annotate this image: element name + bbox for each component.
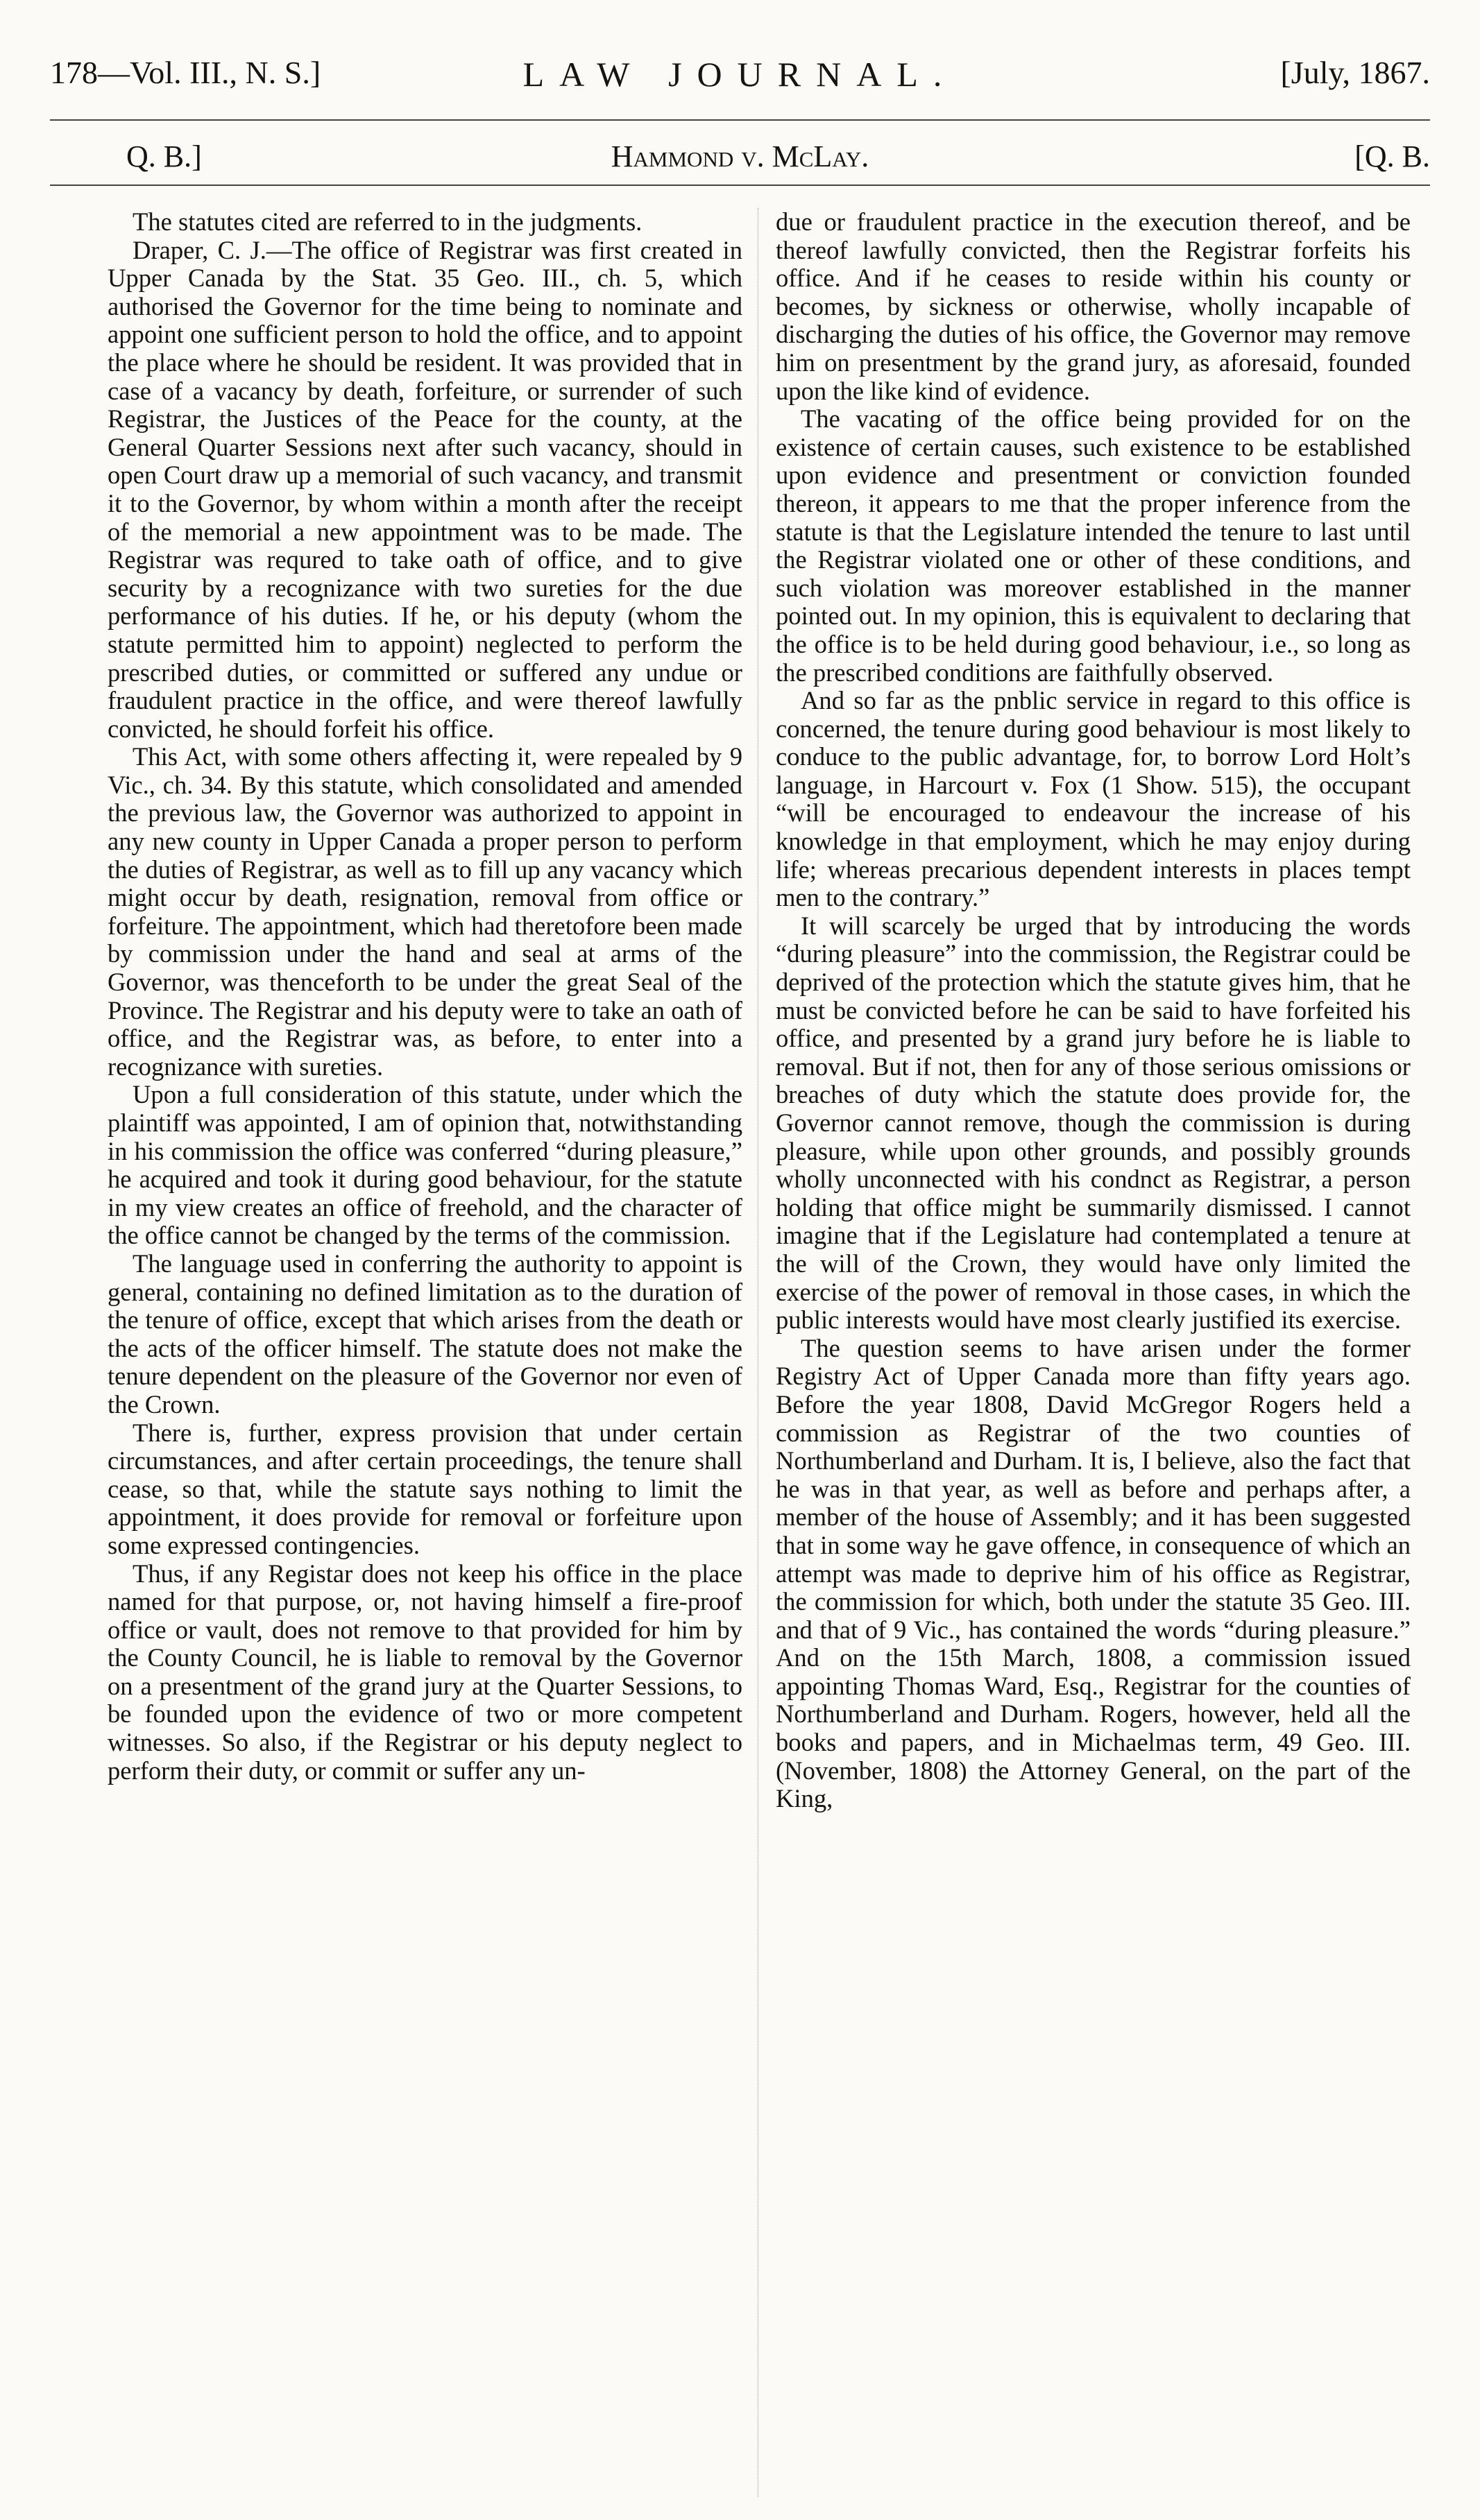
left-column: [108, 208, 742, 1785]
paragraph: The statutes cited are referred to in the judgments.: [133, 207, 643, 236]
right-column: [776, 208, 1411, 1813]
subheader-rule: [50, 185, 1430, 186]
case-header: [50, 139, 1430, 187]
running-header: [50, 49, 1430, 111]
paragraph: The vacating of the office being provided for on the existence of certain causes, such existence to be established upon evidence and presentment or conviction founded thereon, it appears to me that the proper inference from the statute is that the Legislature intended the tenure to last until the Registrar violated one or other of these conditions, and such violation was moreover established in the manner pointed out. In my opinion, this is equivalent to declaring that the office is to be held during good behaviour, i.e., so long as the prescribed conditions are faithfully observed.: [776, 404, 1411, 687]
case-title: Hammond v. McLay.: [611, 139, 869, 173]
page-reference: 178—Vol. III., N. S.]: [50, 55, 321, 90]
paragraph: The question seems to have arisen under the former Registry Act of Upper Canada more than fifty years ago. Before the year 1808, David McGregor Rogers held a commission as Registrar of the two counties of Northumberland and Durham. It is, I believe, also the fact that he was in that year, as well as before and perhaps after, a member of the house of Assembly; and it has been suggested that in some way he gave offence, in consequence of which an attempt was made to deprive him of his office as Registrar, the commission for which, both under the statute 35 Geo. III. and that of 9 Vic., has contained the words “during pleasure.” And on the 15th March, 1808, a commission issued appointing Thomas Ward, Esq., Registrar for the counties of Northumberland and Durham. Rogers, however, held all the books and papers, and in Michaelmas term, 49 Geo. III. (November, 1808) the Attorney General, on the part of the King,: [776, 1333, 1411, 1813]
paragraph: Draper, C. J.—The office of Registrar was first created in Upper Canada by the Stat. 35 Geo. III., ch. 5, which authorised the Governor for the time being to nominate and appoint one sufficient person to hold the office, and to appoint the place where he should be resident. It was provided that in case of a vacancy by death, forfeiture, or surrender of such Registrar, the Justices of the Peace for the county, at the General Quarter Sessions next after such vacancy, should in open Court draw up a memorial of such vacancy, and transmit it to the Governor, by whom within a month after the receipt of the memorial a new appointment was to be made. The Registrar was requred to take oath of office, and to give security by a recognizance with two sureties for the due performance of his duties. If he, or his deputy (whom the statute permitted him to appoint) neglected to perform the prescribed duties, or committed or suffered any undue or fraudulent practice in the office, and were thereof lawfully convicted, he should forfeit his office.: [108, 235, 742, 743]
paragraph: It will scarcely be urged that by introducing the words “during pleasure” into the commission, the Registrar could be deprived of the protection which the statute gives him, that he must be convicted before he can be said to have forfeited his office, and presented by a grand jury before he is liable to removal. But if not, then for any of those serious omissions or breaches of duty which the statute does provide for, the Governor cannot remove, though the commission is during pleasure, while upon other grounds, and possibly grounds wholly unconnected with his condnct as Registrar, a person holding that office might be summarily dismissed. I cannot imagine that if the Legislature had contemplated a tenure at the will of the Crown, they would have only limited the exercise of the power of removal in those cases, in which the public interests would have most clearly justified its exercise.: [776, 911, 1411, 1335]
paragraph: Thus, if any Registar does not keep his office in the place named for that purpose, or, not having himself a fire-proof office or vault, does not remove to that provided for him by the County Council, he is liable to removal by the Governor on a presentment of the grand jury at the Quarter Sessions, to be founded upon the evidence of two or more competent witnesses. So also, if the Registrar or his deputy neglect to perform their duty, or commit or suffer any un-: [108, 1559, 742, 1785]
header-rule: [50, 119, 1430, 121]
issue-date: [July, 1867.: [1280, 55, 1430, 90]
journal-title: LAW JOURNAL.: [522, 55, 958, 94]
court-label-right: [Q. B.: [1354, 139, 1430, 173]
paragraph: due or fraudulent practice in the execution thereof, and be thereof lawfully convicted, then the Registrar forfeits his office. And if he ceases to reside within his county or becomes, by sickness or otherwise, wholly incapable of discharging the duties of his office, the Governor may remove him on presentment by the grand jury, as aforesaid, founded upon the like kind of evidence.: [776, 207, 1411, 405]
paragraph: This Act, with some others affecting it, were repealed by 9 Vic., ch. 34. By this statute, which consolidated and amended the previous law, the Governor was authorized to appoint in any new county in Upper Canada a proper person to perform the duties of Registrar, as well as to fill up any vacancy which might occur by death, resignation, removal from office or forfeiture. The appointment, which had theretofore been made by commission under the hand and seal at arms of the Governor, was thenceforth to be under the great Seal of the Province. The Registrar and his deputy were to take an oath of office, and the Registrar was, as before, to enter into a recognizance with sureties.: [108, 742, 742, 1081]
paragraph: And so far as the pnblic service in regard to this office is concerned, the tenure during good behaviour is most likely to conduce to the public advantage, for, to borrow Lord Holt’s language, in Harcourt v. Fox (1 Show. 515), the occupant “will be encouraged to endeavour the increase of his knowledge in that employment, which he may enjoy during life; whereas precarious dependent interests in places tempt men to the contrary.”: [776, 686, 1411, 912]
court-label-left: Q. B.]: [126, 139, 202, 173]
paragraph: The language used in conferring the authority to appoint is general, containing no defined limitation as to the duration of the tenure of office, except that which arises from the death or the acts of the officer himself. The statute does not make the tenure dependent on the pleasure of the Governor nor even of the Crown.: [108, 1249, 742, 1418]
paragraph: Upon a full consideration of this statute, under which the plaintiff was appointed, I am of opinion that, notwithstanding in his commission the office was conferred “during pleasure,” he acquired and took it during good behaviour, for the statute in my view creates an office of freehold, and the character of the office cannot be changed by the terms of the commission.: [108, 1080, 742, 1250]
paragraph: There is, further, express provision that under certain circumstances, and after certain proceedings, the tenure shall cease, so that, while the statute says nothing to limit the appointment, it does provide for removal or forfeiture upon some expressed contingencies.: [108, 1418, 742, 1559]
